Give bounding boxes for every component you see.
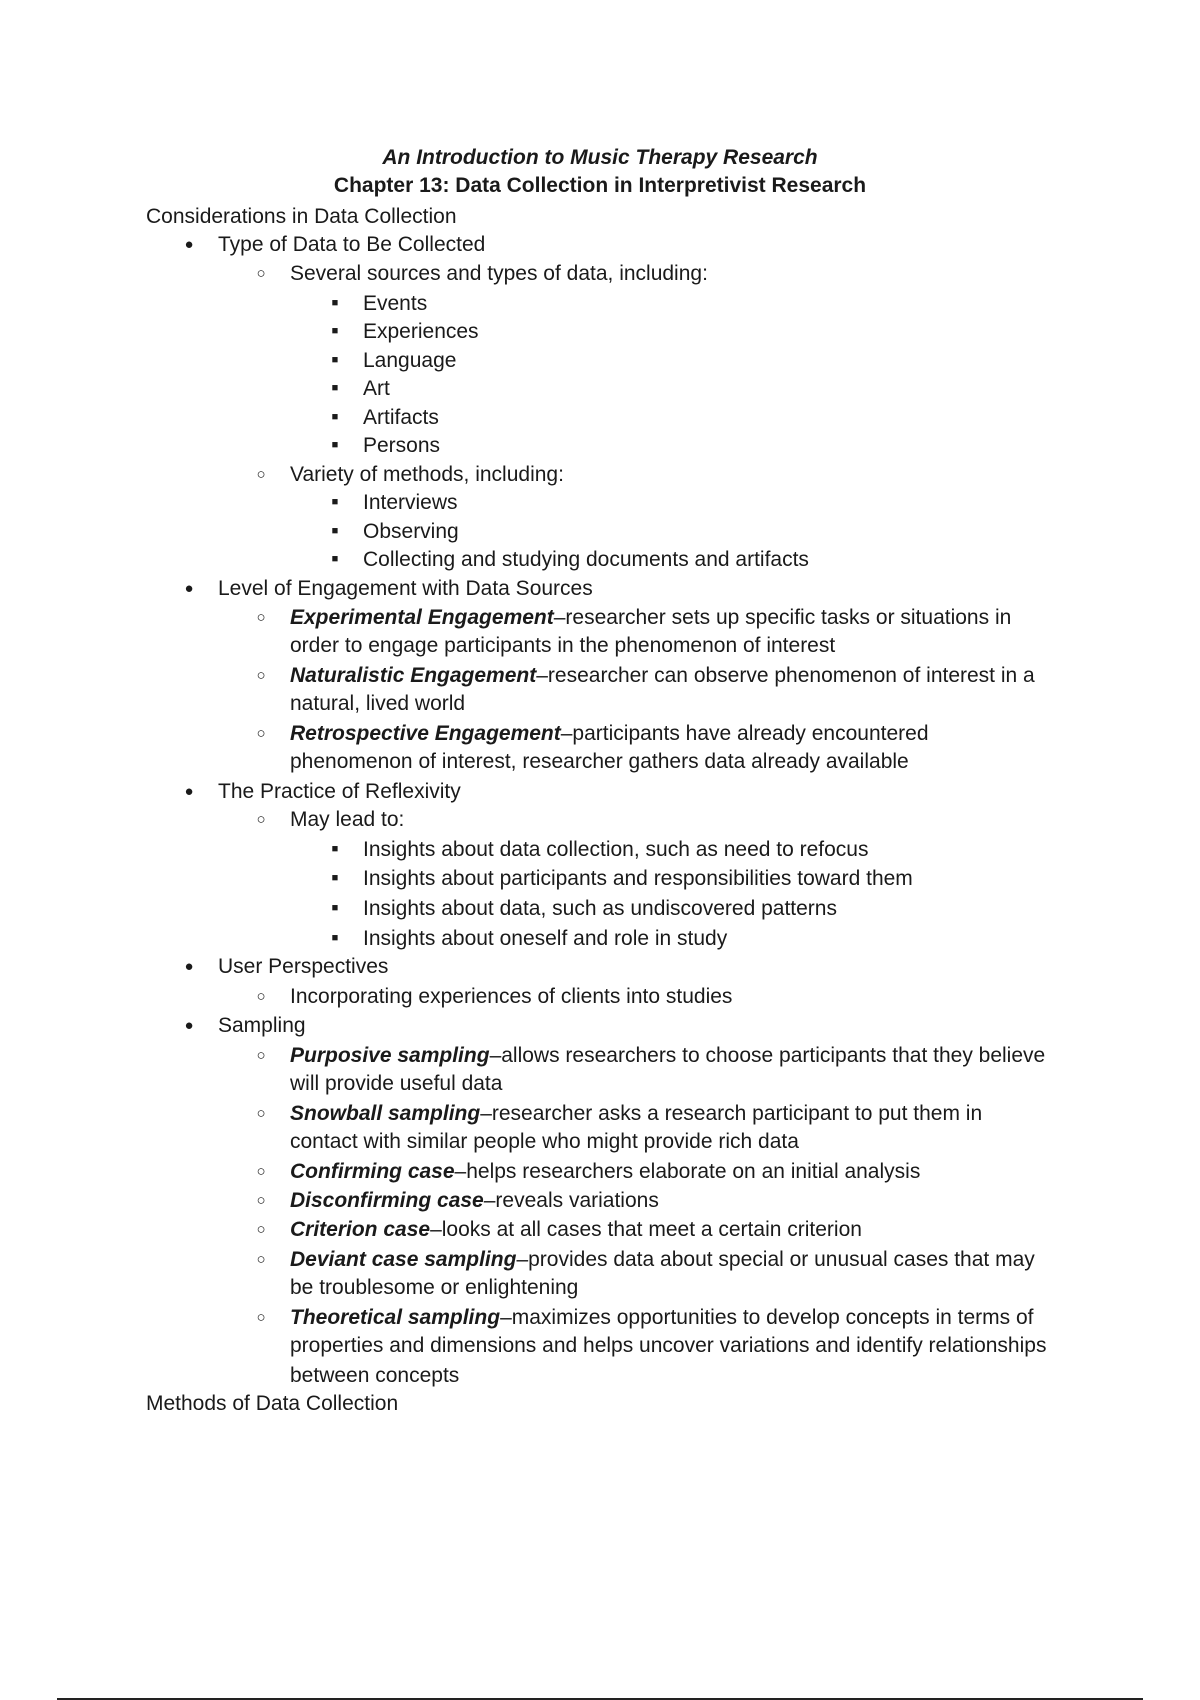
hollow-circle-bullet-icon: ○ bbox=[256, 1047, 266, 1064]
list-item bbox=[290, 1041, 1045, 1070]
list-item-continuation: phenomenon of interest, researcher gathers data already available bbox=[290, 750, 909, 773]
hollow-circle-bullet-icon: ○ bbox=[256, 1192, 266, 1209]
term: Confirming case bbox=[290, 1160, 455, 1183]
list-item-user-perspectives: User Perspectives bbox=[218, 955, 389, 978]
square-bullet-icon: ■ bbox=[331, 354, 339, 366]
list-item: Insights about oneself and role in study bbox=[363, 927, 728, 950]
list-item bbox=[290, 1099, 982, 1128]
filled-circle-bullet-icon: ● bbox=[184, 1017, 194, 1034]
list-item: Artifacts bbox=[363, 406, 439, 429]
hollow-circle-bullet-icon: ○ bbox=[256, 1105, 266, 1122]
square-bullet-icon: ■ bbox=[331, 411, 339, 423]
square-bullet-icon: ■ bbox=[331, 843, 339, 855]
list-item: Insights about participants and responsibilities toward them bbox=[363, 867, 913, 890]
hollow-circle-bullet-icon: ○ bbox=[256, 811, 266, 828]
list-item: Variety of methods, including: bbox=[290, 463, 564, 486]
term: Retrospective Engagement bbox=[290, 722, 561, 745]
list-item bbox=[290, 719, 929, 748]
square-bullet-icon: ■ bbox=[331, 496, 339, 508]
list-item-continuation: properties and dimensions and helps uncover variations and identify relationships bbox=[290, 1334, 1047, 1357]
square-bullet-icon: ■ bbox=[331, 932, 339, 944]
list-item-continuation: be troublesome or enlightening bbox=[290, 1276, 579, 1299]
hollow-circle-bullet-icon: ○ bbox=[256, 1251, 266, 1268]
list-item: Experiences bbox=[363, 320, 479, 343]
hollow-circle-bullet-icon: ○ bbox=[256, 1221, 266, 1238]
list-item bbox=[290, 603, 1011, 632]
list-item: Insights about data collection, such as need to refocus bbox=[363, 838, 869, 861]
document-title: An Introduction to Music Therapy Research bbox=[382, 146, 818, 169]
list-item-type-of-data: Type of Data to Be Collected bbox=[218, 233, 486, 256]
term: Disconfirming case bbox=[290, 1189, 484, 1212]
list-item-engagement: Level of Engagement with Data Sources bbox=[218, 577, 593, 600]
list-item: Several sources and types of data, including: bbox=[290, 262, 708, 285]
list-item-sampling: Sampling bbox=[218, 1014, 306, 1037]
hollow-circle-bullet-icon: ○ bbox=[256, 725, 266, 742]
definition: –researcher can observe phenomenon of interest in a bbox=[536, 664, 1035, 687]
hollow-circle-bullet-icon: ○ bbox=[256, 609, 266, 626]
list-item: May lead to: bbox=[290, 808, 405, 831]
square-bullet-icon: ■ bbox=[331, 439, 339, 451]
definition: –provides data about special or unusual cases that may bbox=[516, 1248, 1035, 1271]
list-item bbox=[290, 1303, 1034, 1332]
square-bullet-icon: ■ bbox=[331, 382, 339, 394]
square-bullet-icon: ■ bbox=[331, 872, 339, 884]
list-item-continuation: contact with similar people who might provide rich data bbox=[290, 1130, 799, 1153]
filled-circle-bullet-icon: ● bbox=[184, 958, 194, 975]
list-item: Art bbox=[363, 377, 390, 400]
definition: –looks at all cases that meet a certain criterion bbox=[430, 1218, 862, 1241]
list-item: Insights about data, such as undiscovered patterns bbox=[363, 897, 837, 920]
definition: –maximizes opportunities to develop concepts in terms of bbox=[500, 1306, 1034, 1329]
term: Naturalistic Engagement bbox=[290, 664, 537, 687]
square-bullet-icon: ■ bbox=[331, 553, 339, 565]
list-item-continuation: natural, lived world bbox=[290, 692, 466, 715]
list-item-continuation: order to engage participants in the phenomenon of interest bbox=[290, 634, 836, 657]
list-item: Collecting and studying documents and artifacts bbox=[363, 548, 809, 571]
section-heading: Methods of Data Collection bbox=[146, 1392, 399, 1415]
list-item bbox=[290, 1157, 920, 1186]
section-heading: Considerations in Data Collection bbox=[146, 205, 457, 228]
list-item: Language bbox=[363, 349, 457, 372]
definition: –reveals variations bbox=[483, 1189, 659, 1212]
definition: –participants have already encountered bbox=[560, 722, 929, 745]
hollow-circle-bullet-icon: ○ bbox=[256, 466, 266, 483]
square-bullet-icon: ■ bbox=[331, 902, 339, 914]
term: Deviant case sampling bbox=[290, 1248, 517, 1271]
filled-circle-bullet-icon: ● bbox=[184, 580, 194, 597]
hollow-circle-bullet-icon: ○ bbox=[256, 1309, 266, 1326]
square-bullet-icon: ■ bbox=[331, 325, 339, 337]
term: Snowball sampling bbox=[290, 1102, 481, 1125]
chapter-heading: Chapter 13: Data Collection in Interpretivist Research bbox=[333, 174, 867, 197]
term: Criterion case bbox=[290, 1218, 431, 1241]
list-item-reflexivity: The Practice of Reflexivity bbox=[218, 780, 461, 803]
square-bullet-icon: ■ bbox=[331, 297, 339, 309]
term: Purposive sampling bbox=[290, 1044, 490, 1067]
hollow-circle-bullet-icon: ○ bbox=[256, 265, 266, 282]
filled-circle-bullet-icon: ● bbox=[184, 783, 194, 800]
term: Experimental Engagement bbox=[290, 606, 554, 629]
list-item: Persons bbox=[363, 434, 441, 457]
term: Theoretical sampling bbox=[290, 1306, 501, 1329]
list-item-continuation: between concepts bbox=[290, 1364, 460, 1387]
list-item bbox=[290, 1215, 862, 1244]
list-item bbox=[290, 661, 1035, 690]
definition: –helps researchers elaborate on an initial analysis bbox=[454, 1160, 921, 1183]
list-item: Interviews bbox=[363, 491, 458, 514]
definition: –researcher sets up specific tasks or situations in bbox=[553, 606, 1012, 629]
list-item: Observing bbox=[363, 520, 459, 543]
hollow-circle-bullet-icon: ○ bbox=[256, 667, 266, 684]
list-item bbox=[290, 1245, 1035, 1274]
square-bullet-icon: ■ bbox=[331, 525, 339, 537]
list-item: Incorporating experiences of clients into studies bbox=[290, 985, 733, 1008]
definition: –researcher asks a research participant to put them in bbox=[480, 1102, 983, 1125]
list-item: Events bbox=[363, 292, 428, 315]
list-item-continuation: will provide useful data bbox=[290, 1072, 503, 1095]
hollow-circle-bullet-icon: ○ bbox=[256, 1163, 266, 1180]
hollow-circle-bullet-icon: ○ bbox=[256, 988, 266, 1005]
filled-circle-bullet-icon: ● bbox=[184, 236, 194, 253]
list-item bbox=[290, 1186, 659, 1215]
definition: –allows researchers to choose participants that they believe bbox=[489, 1044, 1046, 1067]
